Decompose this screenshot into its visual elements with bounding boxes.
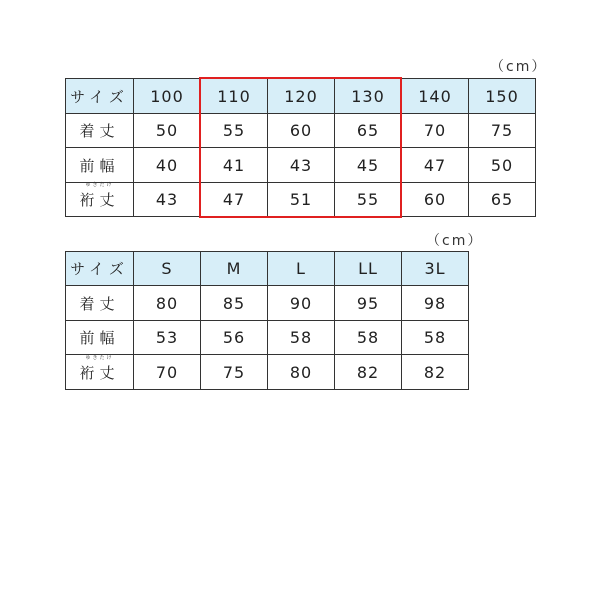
- table-cell: 56: [201, 321, 268, 355]
- ruby-reading: ゆきたけ: [85, 354, 114, 361]
- table-cell: 70: [402, 114, 469, 148]
- row-label-with-ruby: [79, 354, 120, 383]
- table-cell: 55: [201, 114, 268, 148]
- table-row: [66, 355, 469, 390]
- table-cell: 95: [335, 286, 402, 321]
- size-header-cell: 100: [134, 79, 201, 114]
- size-header-cell: S: [134, 252, 201, 286]
- adult-size-table: [65, 251, 469, 390]
- table-cell: 60: [402, 183, 469, 217]
- table-cell: 50: [134, 114, 201, 148]
- table-cell: 47: [402, 148, 469, 183]
- table-cell: 82: [402, 355, 469, 390]
- row-label: 前幅: [66, 148, 134, 183]
- size-header-cell: 130: [335, 79, 402, 114]
- size-header-cell: 150: [469, 79, 536, 114]
- table-cell: 51: [268, 183, 335, 217]
- kids-size-table: [65, 78, 536, 217]
- size-header-cell: M: [201, 252, 268, 286]
- size-header-cell: 140: [402, 79, 469, 114]
- table-cell: 53: [134, 321, 201, 355]
- table-cell: 75: [201, 355, 268, 390]
- row-label: 着丈: [66, 114, 134, 148]
- table-cell: 65: [335, 114, 402, 148]
- table-cell: 60: [268, 114, 335, 148]
- table-cell: 65: [469, 183, 536, 217]
- table-cell: 58: [335, 321, 402, 355]
- row-label-with-ruby: [79, 182, 120, 210]
- size-header-cell: 3L: [402, 252, 469, 286]
- row-label-text: 裄丈: [79, 363, 120, 382]
- table-row: [66, 114, 536, 148]
- size-header-cell: サイズ: [66, 79, 134, 114]
- table-cell: 75: [469, 114, 536, 148]
- table-cell: 45: [335, 148, 402, 183]
- row-label: [66, 183, 134, 217]
- table-cell: 58: [268, 321, 335, 355]
- table-cell: 47: [201, 183, 268, 217]
- table-cell: 85: [201, 286, 268, 321]
- table-cell: 50: [469, 148, 536, 183]
- table-header-row: [66, 79, 536, 114]
- row-label: 着丈: [66, 286, 134, 321]
- row-label-text: 裄丈: [79, 191, 120, 209]
- table-header-row: [66, 252, 469, 286]
- table-cell: 41: [201, 148, 268, 183]
- table-cell: 80: [268, 355, 335, 390]
- size-header-cell: 120: [268, 79, 335, 114]
- table-cell: 55: [335, 183, 402, 217]
- table-cell: 58: [402, 321, 469, 355]
- table-cell: 80: [134, 286, 201, 321]
- table-row: [66, 183, 536, 217]
- size-header-cell: 110: [201, 79, 268, 114]
- table-row: [66, 148, 536, 183]
- size-header-cell: L: [268, 252, 335, 286]
- table-cell: 82: [335, 355, 402, 390]
- size-header-cell: LL: [335, 252, 402, 286]
- table-cell: 43: [268, 148, 335, 183]
- table-cell: 40: [134, 148, 201, 183]
- size-header-cell: サイズ: [66, 252, 134, 286]
- table-cell: 43: [134, 183, 201, 217]
- ruby-reading: ゆきたけ: [85, 182, 114, 188]
- table-row: [66, 286, 469, 321]
- table1-unit-label: （cm）: [490, 59, 548, 75]
- table-row: [66, 321, 469, 355]
- table2-unit-label: （cm）: [426, 233, 484, 249]
- table-cell: 70: [134, 355, 201, 390]
- table-cell: 98: [402, 286, 469, 321]
- row-label: 前幅: [66, 321, 134, 355]
- table-cell: 90: [268, 286, 335, 321]
- row-label: [66, 355, 134, 390]
